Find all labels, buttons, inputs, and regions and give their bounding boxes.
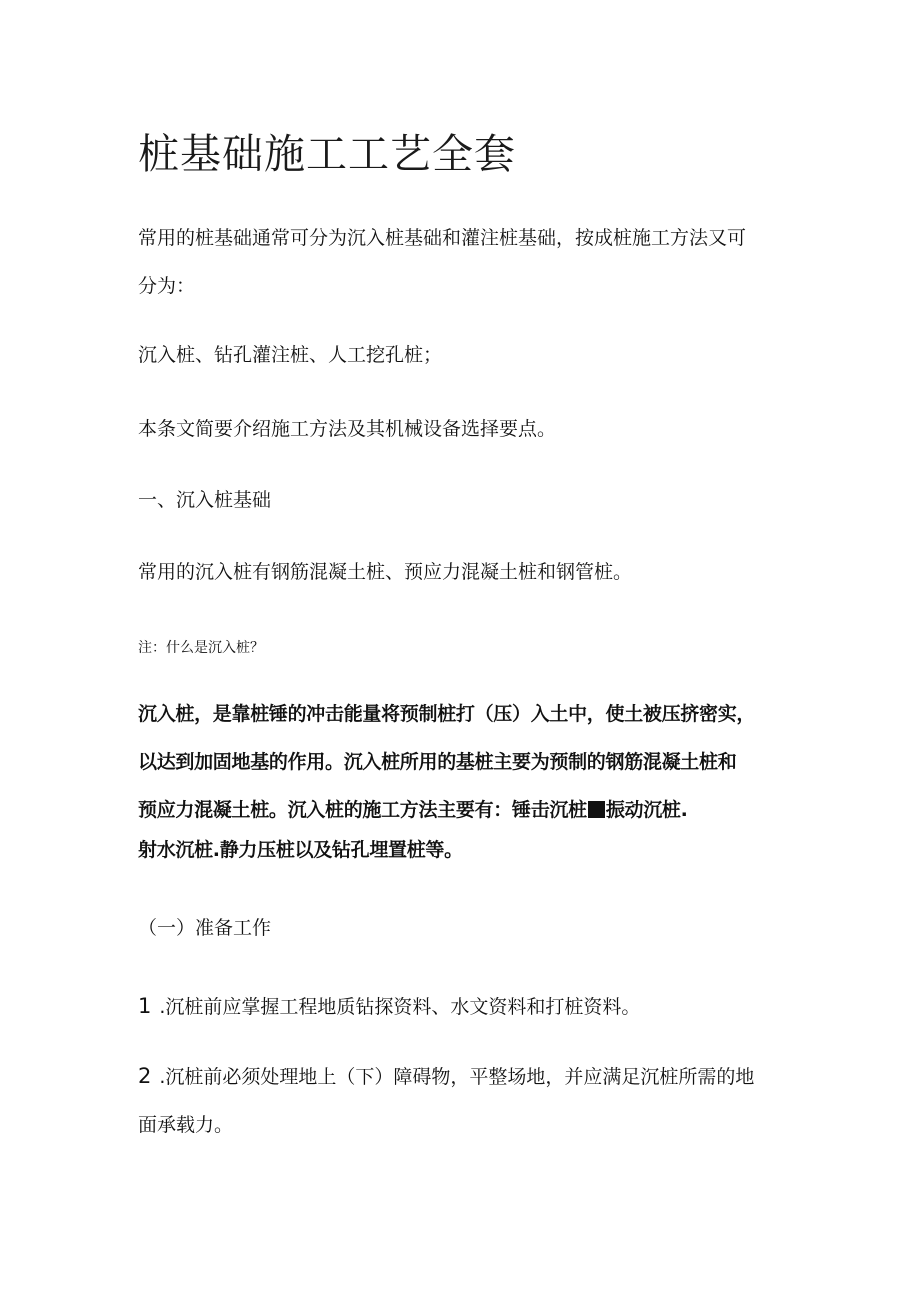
- note-answer-paragraph: [138, 690, 810, 874]
- section-heading: 一、沉入桩基础: [138, 489, 272, 511]
- note-answer-line-2: 以达到加固地基的作用。沉入桩所用的基桩主要为预制的钢筋混凝土桩和: [138, 751, 737, 773]
- document-title: 桩基础施工工艺全套: [138, 130, 516, 178]
- list-item-text: .沉桩前应掌握工程地质钻探资料、水文资料和打桩资料。: [159, 996, 641, 1018]
- note-answer-line-3-b: 振动沉桩.: [605, 799, 688, 821]
- list-item: [138, 1052, 810, 1149]
- list-item-text: .沉桩前必须处理地上（下）障碍物，平整场地，并应满足沉桩所需的地: [159, 1066, 755, 1088]
- list-item-number: 2: [138, 1064, 152, 1088]
- intro-line-2: 分为：: [138, 275, 196, 297]
- common-piles-paragraph: 常用的沉入桩有钢筋混凝土桩、预应力混凝土桩和钢管桩。: [138, 561, 633, 583]
- scope-paragraph: 本条文简要介绍施工方法及其机械设备选择要点。: [138, 418, 557, 440]
- intro-paragraph: [138, 214, 810, 310]
- list-item-text-continued: 面承载力。: [138, 1114, 234, 1136]
- note-question: 注：什么是沉入桩？: [138, 640, 264, 656]
- black-square-mark: [588, 801, 605, 818]
- sub-heading: （一）准备工作: [138, 917, 272, 939]
- pile-types-paragraph: 沉入桩、钻孔灌注桩、人工挖孔桩；: [138, 344, 443, 366]
- list-item-number: 1: [138, 994, 152, 1018]
- note-answer-line-1: 沉入桩，是靠桩锤的冲击能量将预制桩打（压）入土中，使土被压挤密实，: [138, 703, 756, 725]
- intro-line-1: 常用的桩基础通常可分为沉入桩基础和灌注桩基础，按成桩施工方法又可: [138, 227, 747, 249]
- list-item: [138, 982, 810, 1031]
- note-answer-line-4: 射水沉桩.静力压桩以及钻孔埋置桩等。: [138, 839, 463, 861]
- note-answer-line-3-a: 预应力混凝土桩。沉入桩的施工方法主要有：锤击沉桩: [138, 799, 587, 821]
